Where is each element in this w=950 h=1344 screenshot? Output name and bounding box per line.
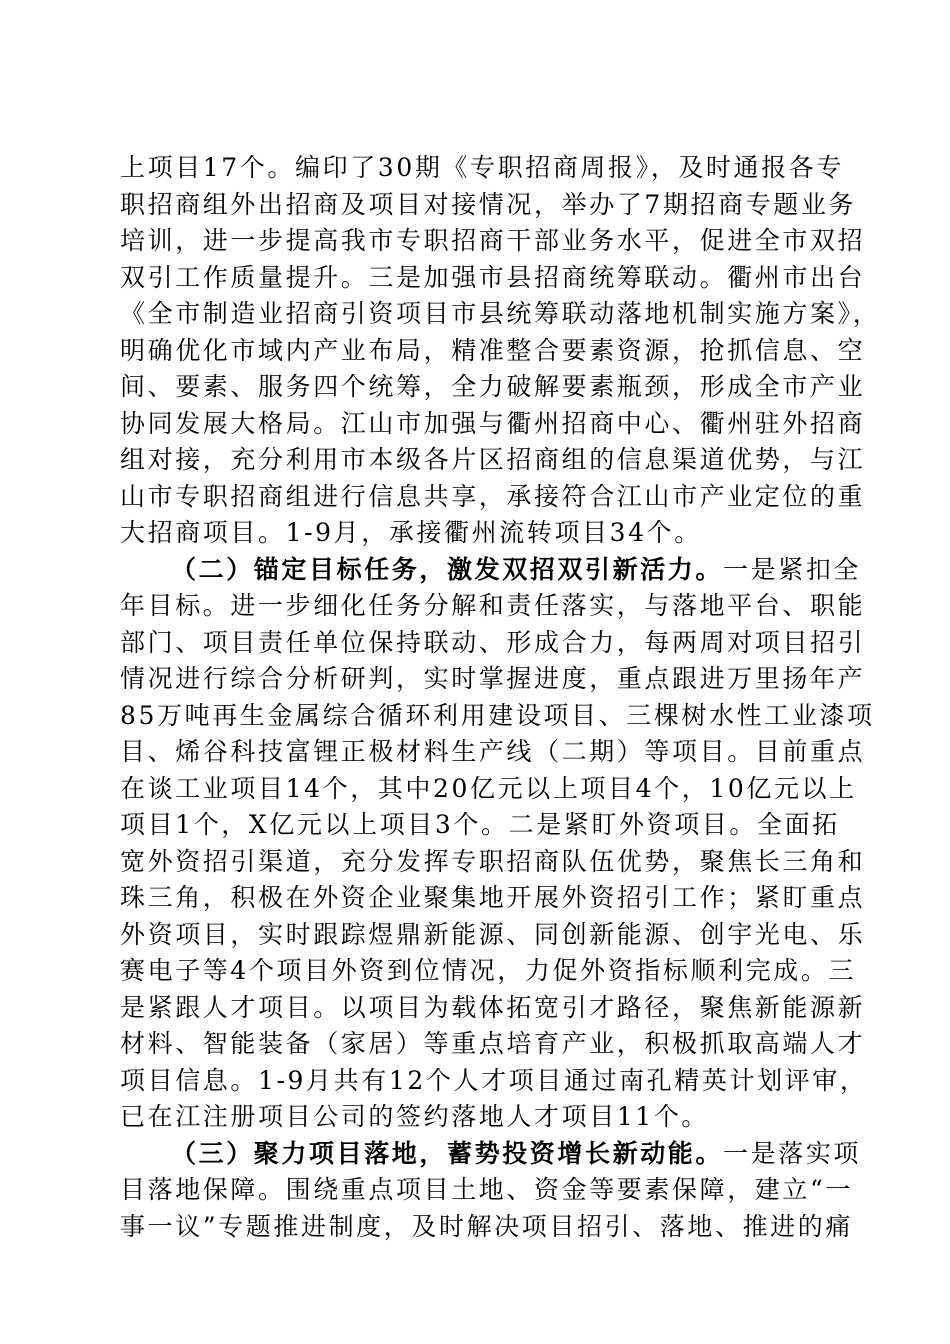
paragraph-2-line: 已在江注册项目公司的签约落地人才项目11个。 [120, 1102, 710, 1131]
document-body [120, 150, 881, 1245]
paragraph-1-line: 山市专职招商组进行信息共享，承接符合江山市产业定位的重 [120, 481, 866, 511]
paragraph-2-line: 珠三角，积极在外资企业聚集地开展外资招引工作；紧盯重点 [120, 883, 866, 912]
paragraph-1-line: 上项目17个。编印了30期《专职招商周报》，及时通报各专 [120, 153, 844, 182]
paragraph-2-line: 项目1个，X亿元以上项目3个。二是紧盯外资项目。全面拓 [120, 810, 840, 839]
paragraph-3-line: 目落地保障。围绕重点项目土地、资金等要素保障，建立“一 [120, 1175, 853, 1204]
paragraph-2-line: 外资项目，实时跟踪煜鼎新能源、同创新能源、创宇光电、乐 [120, 919, 866, 949]
paragraph-2-line: 是紧跟人才项目。以项目为载体拓宽引才路径，聚焦新能源新 [120, 992, 866, 1022]
paragraph-2-line: 目、烯谷科技富锂正极材料生产线（二期）等项目。目前重点 [120, 737, 866, 766]
paragraph-1-line: 《全市制造业招商引资项目市县统筹联动落地机制实施方案》， [120, 299, 881, 328]
paragraph-1-line: 协同发展大格局。江山市加强与衢州招商中心、衢州驻外招商 [120, 408, 866, 438]
paragraph-1-line: 大招商项目。1-9月，承接衢州流转项目34个。 [120, 518, 702, 547]
paragraph-2-first-line-rest: 一是紧扣全 [723, 554, 862, 584]
paragraph-1-line: 间、要素、服务四个统筹，全力破解要素瓶颈，形成全市产业 [120, 372, 866, 401]
paragraph-2-line: 情况进行综合分析研判，实时掌握进度，重点跟进万里扬年产 [120, 664, 866, 693]
paragraph-2-line: 在谈工业项目14个，其中20亿元以上项目4个，10亿元以上 [120, 773, 857, 803]
paragraph-2-line: 赛电子等4个项目外资到位情况，力促外资指标顺利完成。三 [120, 956, 857, 985]
paragraph-2-line: 部门、项目责任单位保持联动、形成合力，每两周对项目招引 [120, 627, 866, 657]
paragraph-1-line: 双引工作质量提升。三是加强市县招商统筹联动。衢州市出台 [120, 262, 866, 292]
paragraph-2-line: 宽外资招引渠道，充分发挥专职招商队伍优势，聚焦长三角和 [120, 846, 866, 876]
paragraph-3-first-line [120, 1136, 862, 1173]
section-heading-2: （二）锚定目标任务，激发双招双引新活力。 [171, 554, 724, 584]
section-heading-3: （三）聚力项目落地，蓄势投资增长新动能。 [171, 1138, 724, 1168]
paragraph-1-line: 职招商组外出招商及项目对接情况，举办了7期招商专题业务 [120, 189, 857, 219]
paragraph-2-first-line [120, 552, 862, 589]
paragraph-1-line: 组对接，充分利用市本级各片区招商组的信息渠道优势，与江 [120, 445, 866, 474]
paragraph-3-line: 事一议”专题推进制度，及时解决项目招引、落地、推进的痛 [120, 1211, 853, 1241]
paragraph-2-line: 年目标。进一步细化任务分解和责任落实，与落地平台、职能 [120, 591, 866, 620]
paragraph-2-line: 项目信息。1-9月共有12个人才项目通过南孔精英计划评审， [120, 1065, 868, 1095]
paragraph-2-line: 85万吨再生金属综合循环利用建设项目、三棵树水性工业漆项 [120, 700, 875, 730]
paragraph-1-line: 明确优化市域内产业布局，精准整合要素资源，抢抓信息、空 [120, 335, 866, 365]
paragraph-1-line: 培训，进一步提高我市专职招商干部业务水平，促进全市双招 [120, 226, 866, 255]
paragraph-3-first-line-rest: 一是落实项 [723, 1138, 862, 1168]
paragraph-2-line: 材料、智能装备（家居）等重点培育产业，积极抓取高端人才 [120, 1029, 866, 1058]
